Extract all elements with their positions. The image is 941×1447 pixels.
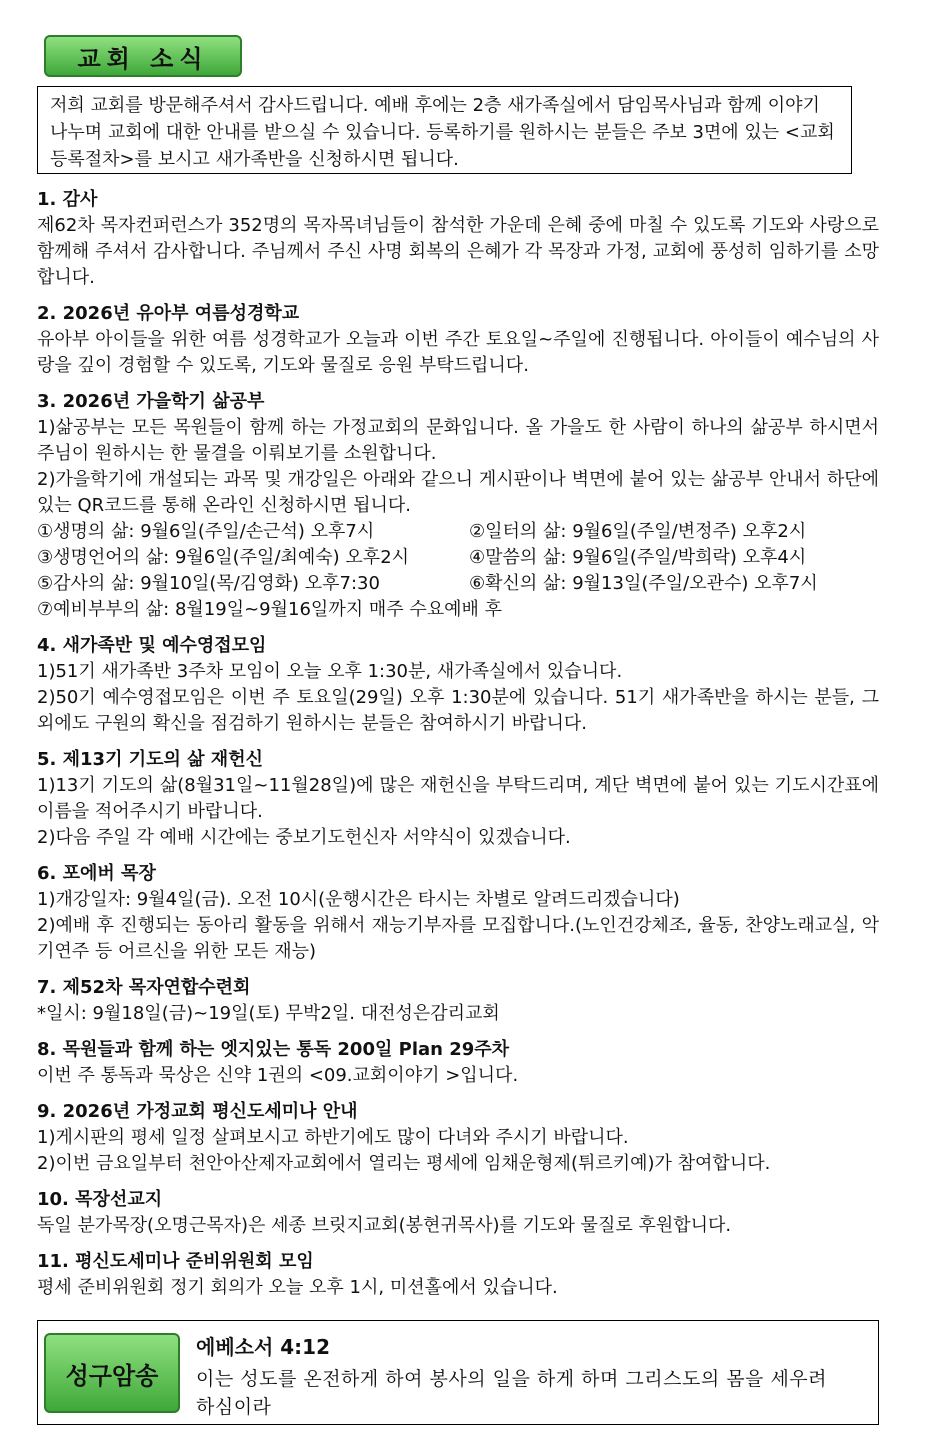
section-title: 7. 제52차 목자연합수련회	[37, 977, 251, 998]
section-vbs	[37, 301, 879, 379]
course-item: ⑥확신의 삶: 9월13일(주일/오관수) 오후7시	[469, 573, 818, 594]
section-text: 2)50기 예수영접모임은 이번 주 토요일(29일) 오후 1:30분에 있습니다. 51기 새가족반을 하시는 분들, 그 외에도 구원의 확신을 점검하기 원하시는 분들은 참여하시기 바랍니다.	[37, 687, 879, 734]
section-new-family	[37, 633, 879, 737]
section-text: 2)다음 주일 각 예배 시간에는 중보기도헌신자 서약식이 있겠습니다.	[37, 827, 571, 848]
section-title: 11. 평신도세미나 준비위원회 모임	[37, 1251, 314, 1272]
section-prayer	[37, 747, 879, 851]
section-text: 2)가을학기에 개설되는 과목 및 개강일은 아래와 같으니 게시판이나 벽면에 붙어 있는 삶공부 안내서 하단에 있는 QR코드를 통해 온라인 신청하시면 됩니다.	[37, 469, 879, 516]
news-content	[37, 187, 879, 1311]
section-text: *일시: 9월18일(금)~19일(토) 무박2일. 대전성은감리교회	[37, 1003, 500, 1024]
section-seminar	[37, 1099, 879, 1177]
memory-verse-badge	[44, 1333, 180, 1413]
section-thanks	[37, 187, 879, 291]
course-list	[37, 519, 879, 597]
course-item: ②일터의 삶: 9월6일(주일/변정주) 오후2시	[469, 521, 807, 542]
section-text: 독일 분가목장(오명근목자)은 세종 브릿지교회(봉현귀목사)를 기도와 물질로 후원합니다.	[37, 1215, 732, 1236]
section-text: 2)이번 금요일부터 천안아산제자교회에서 열리는 평세에 임채운형제(튀르키예)가 참여합니다.	[37, 1153, 771, 1174]
memory-verse-label: 성구암송	[65, 1361, 159, 1390]
section-text: 평세 준비위원회 정기 회의가 오늘 오후 1시, 미션홀에서 있습니다.	[37, 1277, 558, 1298]
course-item: ⑦예비부부의 삶: 8월19일~9월16일까지 매주 수요예배 후	[37, 599, 502, 620]
news-title: 교회 소식	[77, 44, 209, 73]
section-retreat	[37, 975, 879, 1027]
section-text: 1)게시판의 평세 일정 살펴보시고 하반기에도 많이 다녀와 주시기 바랍니다.	[37, 1127, 629, 1148]
section-title: 10. 목장선교지	[37, 1189, 163, 1210]
verse-text: 이는 성도를 온전하게 하여 봉사의 일을 하게 하며 그리스도의 몸을 세우려 하심이라	[196, 1368, 828, 1418]
course-item: ⑤감사의 삶: 9월10일(목/김영화) 오후7:30	[37, 573, 380, 594]
section-title: 6. 포에버 목장	[37, 863, 156, 884]
course-item: ④말씀의 삶: 9월6일(주일/박희락) 오후4시	[469, 547, 807, 568]
section-text: 2)예배 후 진행되는 동아리 활동을 위해서 재능기부자를 모집합니다.(노인건강체조, 율동, 찬양노래교실, 악기연주 등 어르신을 위한 모든 재능)	[37, 915, 879, 962]
verse-reference: 에베소서 4:12	[196, 1335, 330, 1359]
section-text: 1)개강일자: 9월4일(금). 오전 10시(운행시간은 타시는 차별로 알려드리겠습니다)	[37, 889, 680, 910]
section-text: 1)51기 새가족반 3주차 모임이 오늘 오후 1:30분, 새가족실에서 있습니다.	[37, 661, 623, 682]
intro-box	[37, 86, 852, 174]
intro-text: 저희 교회를 방문해주셔서 감사드립니다. 예배 후에는 2층 새가족실에서 담임목사님과 함께 이야기 나누며 교회에 대한 안내를 받으실 수 있습니다. 등록하기를 원하시는 분들은 주보 3면에 있는 <교회등록절차>를 보시고 새가족반을 신청하시면 됩니다.	[50, 95, 835, 170]
section-title: 2. 2026년 유아부 여름성경학교	[37, 303, 300, 324]
news-title-badge	[44, 35, 242, 77]
section-life-study	[37, 389, 879, 623]
section-title: 4. 새가족반 및 예수영접모임	[37, 635, 267, 656]
section-bible-reading	[37, 1037, 879, 1089]
memory-verse-box	[37, 1320, 879, 1425]
section-committee	[37, 1249, 879, 1301]
course-item: ①생명의 삶: 9월6일(주일/손근석) 오후7시	[37, 521, 375, 542]
course-item: ③생명언어의 삶: 9월6일(주일/최예숙) 오후2시	[37, 547, 410, 568]
section-text: 유아부 아이들을 위한 여름 성경학교가 오늘과 이번 주간 토요일~주일에 진행됩니다. 아이들이 예수님의 사랑을 깊이 경험할 수 있도록, 기도와 물질로 응원 부탁드립니다.	[37, 329, 879, 376]
section-text: 이번 주 통독과 묵상은 신약 1권의 <09.교회이야기 >입니다.	[37, 1065, 519, 1086]
section-title: 5. 제13기 기도의 삶 재헌신	[37, 749, 263, 770]
section-title: 8. 목원들과 함께 하는 엣지있는 통독 200일 Plan 29주차	[37, 1039, 510, 1060]
section-text: 1)삶공부는 모든 목원들이 함께 하는 가정교회의 문화입니다. 올 가을도 한 사람이 하나의 삶공부 하시면서 주님이 원하시는 한 물결을 이뤄보기를 소원합니다.	[37, 417, 879, 464]
section-forever	[37, 861, 879, 965]
section-title: 9. 2026년 가정교회 평신도세미나 안내	[37, 1101, 358, 1122]
section-title: 1. 감사	[37, 189, 98, 210]
section-text: 제62차 목자컨퍼런스가 352명의 목자목녀님들이 참석한 가운데 은혜 중에 마칠 수 있도록 기도와 사랑으로 함께해 주셔서 감사합니다. 주님께서 주신 사명 회복의 은혜가 각 목장과 가정, 교회에 풍성히 임하기를 소망합니다.	[37, 215, 879, 288]
section-text: 1)13기 기도의 삶(8월31일~11월28일)에 많은 재헌신을 부탁드리며, 계단 벽면에 붙어 있는 기도시간표에 이름을 적어주시기 바랍니다.	[37, 775, 879, 822]
section-mission	[37, 1187, 879, 1239]
section-title: 3. 2026년 가을학기 삶공부	[37, 391, 265, 412]
